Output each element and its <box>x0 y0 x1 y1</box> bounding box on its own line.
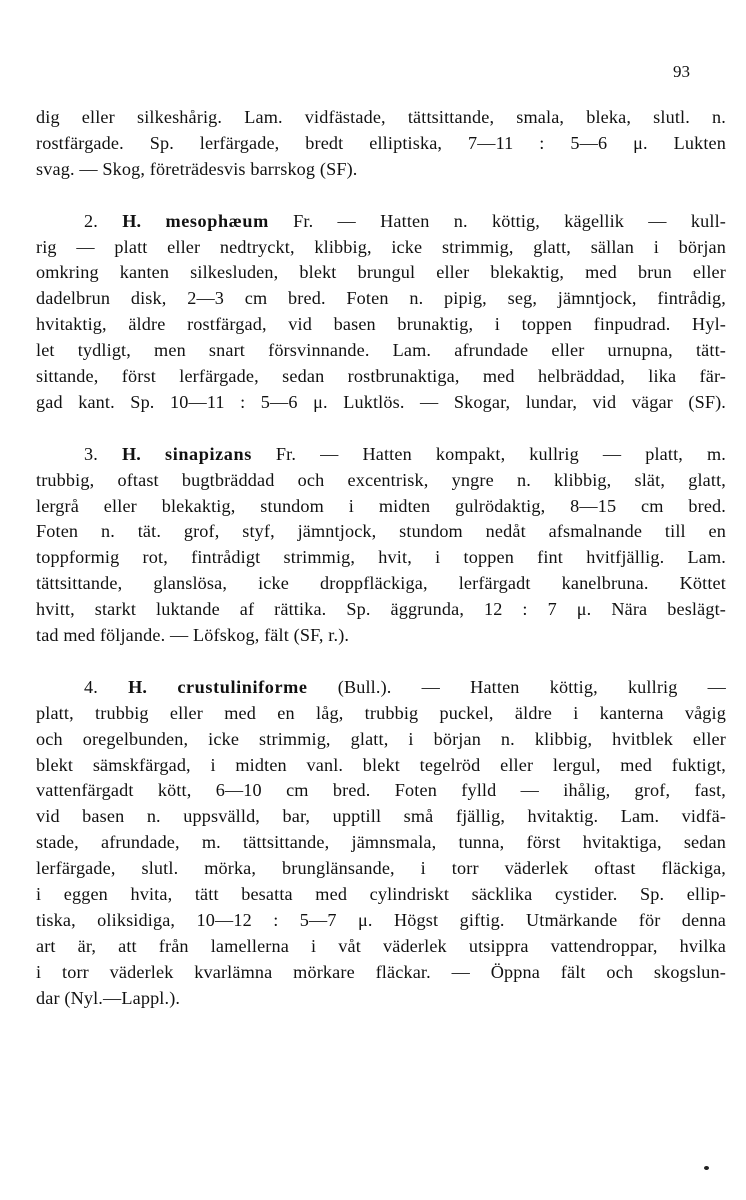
entry-first-line-text: Fr. — Hatten kompakt, kullrig — platt, m. <box>275 443 727 464</box>
text-line: sittande, först lerfärgade, sedan rostbrunaktiga, med helbräddad, lika fär- <box>36 366 726 387</box>
text-line: dadelbrun disk, 2—3 cm bred. Foten n. pipig, seg, jämntjock, fintrådig, <box>36 288 726 309</box>
text-line: tiska, oliksidiga, 10—12 : 5—7 μ. Högst giftig. Utmärkande för denna <box>36 909 726 930</box>
ink-speck <box>704 1166 709 1170</box>
text-line: blekt sämskfärgad, i midten vanl. blekt tegelröd eller lergul, med fuktigt, <box>36 754 726 775</box>
entry-heading-line <box>36 442 726 468</box>
species-name: crustuliniforme <box>177 676 308 697</box>
entry-first-line-text: Fr. — Hatten n. köttig, kägellik — kull- <box>293 210 726 231</box>
entry-heading-line <box>36 675 726 701</box>
text-line: trubbig, oftast bugtbräddad och excentrisk, yngre n. klibbig, slät, glatt, <box>36 469 726 490</box>
text-line: rostfärgade. Sp. lerfärgade, bredt elliptiska, 7—11 : 5—6 μ. Lukten <box>36 132 726 153</box>
species-name: sinapizans <box>165 443 252 464</box>
text-line: rig — platt eller nedtryckt, klibbig, icke strimmig, glatt, sällan i början <box>36 236 726 257</box>
text-line: stade, afrundade, m. tättsittande, jämnsmala, tunna, först hvitaktiga, sedan <box>36 832 726 853</box>
text-line: gad kant. Sp. 10—11 : 5—6 μ. Luktlös. — Skogar, lundar, vid vägar (SF). <box>36 391 726 412</box>
entry-number: 4. <box>84 676 98 697</box>
text-line: omkring kanten silkesluden, blekt brungul eller blekaktig, med brun eller <box>36 262 726 283</box>
text-line: hvitaktig, äldre rostfärgad, vid basen brunaktig, i toppen finpudrad. Hyl- <box>36 314 726 335</box>
entry-number: 3. <box>84 443 98 464</box>
intro-paragraph <box>36 105 726 183</box>
text-line: i torr väderlek kvarlämna mörkare fläckar. — Öppna fält och skogslun- <box>36 961 726 982</box>
text-line: och oregelbunden, icke strimmig, glatt, i början n. klibbig, hvitblek eller <box>36 728 726 749</box>
page-body <box>36 105 726 1012</box>
text-line: dar (Nyl.—Lappl.). <box>36 987 181 1008</box>
species-entry-crustuliniforme <box>36 675 726 1012</box>
text-line: dig eller silkeshårig. Lam. vidfästade, tättsittande, smala, bleka, slutl. n. <box>36 107 726 127</box>
text-line: hvitt, starkt luktande af rättika. Sp. äggrunda, 12 : 7 μ. Nära beslägt- <box>36 599 726 620</box>
entry-number: 2. <box>84 210 98 231</box>
text-line: toppformig rot, fintrådigt strimmig, hvit, i toppen fint hvitfjällig. Lam. <box>36 547 726 568</box>
text-line: lergrå eller blekaktig, stundom i midten gulrödaktig, 8—15 cm bred. <box>36 495 726 516</box>
text-line: tad med följande. — Löfskog, fält (SF, r.). <box>36 625 350 646</box>
text-line: Foten n. tät. grof, styf, jämntjock, stundom nedåt afsmalnande till en <box>36 521 726 542</box>
text-line: i eggen hvita, tätt besatta med cylindriskt säcklika cystider. Sp. ellip- <box>36 884 726 905</box>
text-line: lerfärgade, slutl. mörka, brunglänsande, i torr väderlek oftast fläckiga, <box>36 858 726 879</box>
entry-heading-line <box>36 209 726 235</box>
entry-first-line-text: (Bull.). — Hatten köttig, kullrig — <box>337 676 727 697</box>
text-line: art är, att från lamellerna i våt väderlek utsippra vattendroppar, hvilka <box>36 935 726 956</box>
page-number: 93 <box>673 62 690 81</box>
text-line: svag. — Skog, företrädesvis barrskog (SF). <box>36 158 358 179</box>
genus-abbrev: H. <box>128 676 148 697</box>
text-line: platt, trubbig eller med en låg, trubbig puckel, äldre i kanterna vågig <box>36 702 726 723</box>
text-line: vattenfärgadt kött, 6—10 cm bred. Foten fylld — ihålig, grof, fast, <box>36 780 726 801</box>
species-entry-sinapizans <box>36 442 726 649</box>
genus-abbrev: H. <box>121 443 141 464</box>
text-line: vid basen n. uppsvälld, bar, upptill små fjällig, hvitaktig. Lam. vidfä- <box>36 806 726 827</box>
genus-abbrev: H. <box>122 210 142 231</box>
text-line: let tydligt, men snart försvinnande. Lam. afrundade eller urnupna, tätt- <box>36 340 726 361</box>
text-line: tättsittande, glanslösa, icke droppfläckiga, lerfärgadt kanelbruna. Köttet <box>36 573 726 594</box>
species-name: mesophæum <box>165 210 269 231</box>
species-entry-mesophaeum <box>36 209 726 416</box>
